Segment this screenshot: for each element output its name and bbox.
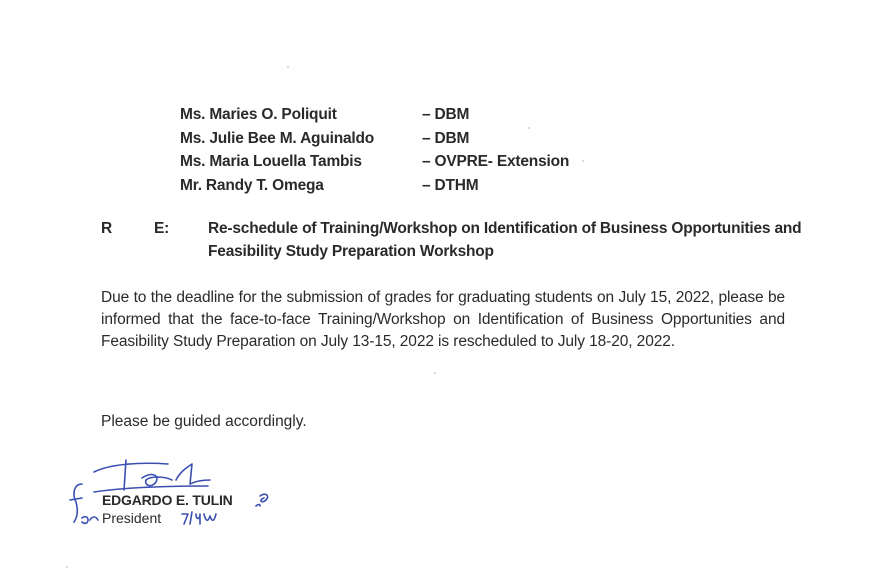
recipient-office: – DBM (422, 129, 470, 147)
recipient-row (180, 103, 569, 127)
recipient-row (180, 174, 569, 198)
recipient-name: Ms. Julie Bee M. Aguinaldo (180, 129, 375, 147)
recipient-office: – OVPRE- Extension (422, 153, 570, 170)
recipient-row (180, 127, 569, 151)
recipient-name: Ms. Maria Louella Tambis (180, 153, 362, 170)
recipient-office: – DBM (422, 106, 470, 123)
subject-line: Re-schedule of Training/Workshop on Identification of Business Opportunities and Feasibility Study Preparation Workshop (208, 220, 802, 260)
scan-speck (287, 66, 289, 68)
scan-speck (582, 160, 584, 162)
closing-line: Please be guided accordingly. (101, 413, 307, 430)
scan-speck (434, 372, 436, 374)
scan-speck (66, 566, 68, 568)
scan-speck (528, 127, 530, 129)
memo-body: Due to the deadline for the submission of grades for graduating students on July 15, 2022, please be informed that the face-to-face Training/Workshop on Identification of Business Opportunities and Feasibility Study Preparation on July 13-15, 2022 is rescheduled to July 18-20, 2022. (101, 289, 785, 350)
signatory-title: President (102, 510, 162, 526)
recipient-name: Mr. Randy T. Omega (180, 176, 324, 194)
recipient-row (180, 150, 569, 174)
recipient-list (180, 103, 569, 197)
re-label-e: E: (154, 220, 170, 237)
signatory-name: EDGARDO E. TULIN (102, 492, 233, 508)
recipient-office: – DTHM (422, 176, 479, 194)
re-label-r: R (101, 220, 112, 237)
recipient-name: Ms. Maries O. Poliquit (180, 106, 337, 123)
